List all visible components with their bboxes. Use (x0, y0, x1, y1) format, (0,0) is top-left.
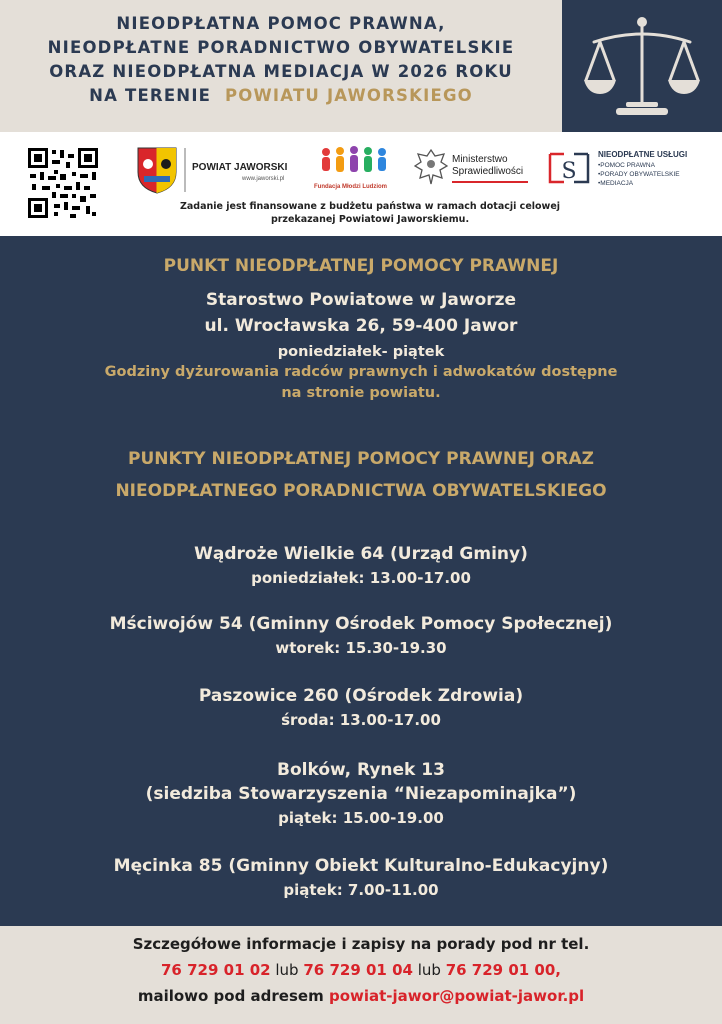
location-place: Bolków, Rynek 13 (277, 760, 445, 780)
svg-text:S: S (561, 159, 577, 184)
location-hours: poniedziałek: 13.00-17.00 (251, 569, 471, 587)
footer-phones (0, 961, 722, 979)
powiat-crest-icon (136, 146, 178, 194)
header-line-4 (0, 84, 562, 108)
header-line-3: ORAZ NIEODPŁATNA MEDIACJA W 2026 ROKU (49, 62, 513, 81)
header-line-1: NIEODPŁATNA POMOC PRAWNA, (116, 14, 446, 33)
section1-location: Starostwo Powiatowe w Jaworze (205, 290, 517, 310)
phone-link-3[interactable]: 76 729 01 00, (445, 961, 561, 979)
fundacja-people-icon (318, 146, 390, 182)
location-hours: piątek: 15.00-19.00 (278, 809, 444, 827)
ministerstwo-line-2: Sprawiedliwości (452, 166, 524, 177)
section1-days: poniedziałek- piątek (277, 344, 445, 360)
eagle-emblem-icon (414, 148, 448, 186)
nieodplatne-uslugi-icon (546, 148, 592, 188)
section1-note-line-1: Godziny dyżurowania radców prawnych i adwokatów dostępne (104, 364, 618, 380)
location-place: Paszowice 260 (Ośrodek Zdrowia) (198, 686, 524, 706)
location-hours: piątek: 7.00-11.00 (283, 881, 439, 899)
powiat-logo-url: www.jaworski.pl (242, 176, 285, 182)
ministerstwo-underline (452, 181, 528, 183)
email-link[interactable]: powiat-jawor@powiat-jawor.pl (328, 987, 585, 1005)
fundacja-logo-text: Fundacja Młodzi Ludziom (314, 184, 387, 190)
header-line-4-prefix: NA TERENIE (89, 86, 212, 105)
section1-address: ul. Wrocławska 26, 59-400 Jawor (204, 316, 518, 336)
header-line-2: NIEODPŁATNE PORADNICTWO OBYWATELSKIE (47, 38, 515, 57)
location-place-detail: (siedziba Stowarzyszenia “Niezapominajka”) (145, 784, 577, 804)
phone-link-2[interactable]: 76 729 01 04 (303, 961, 413, 979)
nieodplatne-item-2: •PORADY OBYWATELSKIE (598, 171, 680, 178)
finance-note (120, 200, 620, 226)
finance-note-line-1: Zadanie jest finansowane z budżetu państwa w ramach dotacji celowej (179, 201, 561, 212)
footer-info-line: Szczegółowe informacje i zapisy na porady pod nr tel. (132, 935, 590, 953)
header-title (0, 12, 562, 108)
footer-email-line (0, 987, 722, 1005)
scales-of-justice-icon (580, 12, 704, 122)
phone-separator: lub (270, 961, 304, 979)
logo-divider (184, 148, 186, 192)
nieodplatne-item-1: •POMOC PRAWNA (598, 162, 655, 169)
header-highlight: POWIATU JAWORSKIEGO (225, 86, 473, 105)
nieodplatne-item-3: •MEDIACJA (598, 180, 634, 187)
main-content (0, 236, 722, 926)
location-place: Męcinka 85 (Gminny Obiekt Kulturalno-Edukacyjny) (113, 856, 609, 876)
email-prefix: mailowo pod adresem (137, 987, 329, 1005)
qr-code-icon[interactable] (26, 146, 100, 220)
section2-title-line-2: NIEODPŁATNEGO PORADNICTWA OBYWATELSKIEGO (115, 481, 607, 501)
section1-title: PUNKT NIEODPŁATNEJ POMOCY PRAWNEJ (163, 256, 559, 276)
finance-note-line-2: przekazanej Powiatowi Jaworskiemu. (270, 214, 470, 225)
location-place: Mściwojów 54 (Gminny Ośrodek Pomocy Społecznej) (109, 614, 613, 634)
section1-note-line-2: na stronie powiatu. (281, 385, 441, 401)
scales-panel (562, 0, 722, 132)
location-hours: wtorek: 15.30-19.30 (275, 639, 447, 657)
phone-link-1[interactable]: 76 729 01 02 (161, 961, 271, 979)
location-hours: środa: 13.00-17.00 (281, 711, 441, 729)
ministerstwo-line-1: Ministerstwo (452, 154, 508, 165)
phone-separator: lub (412, 961, 446, 979)
section2-title-line-1: PUNKTY NIEODPŁATNEJ POMOCY PRAWNEJ ORAZ (128, 449, 594, 469)
footer-contact (0, 926, 722, 1024)
nieodplatne-title: NIEODPŁATNE USŁUGI (598, 150, 688, 159)
powiat-logo-text: POWIAT JAWORSKI (192, 162, 288, 173)
location-place: Wądroże Wielkie 64 (Urząd Gminy) (194, 544, 528, 564)
